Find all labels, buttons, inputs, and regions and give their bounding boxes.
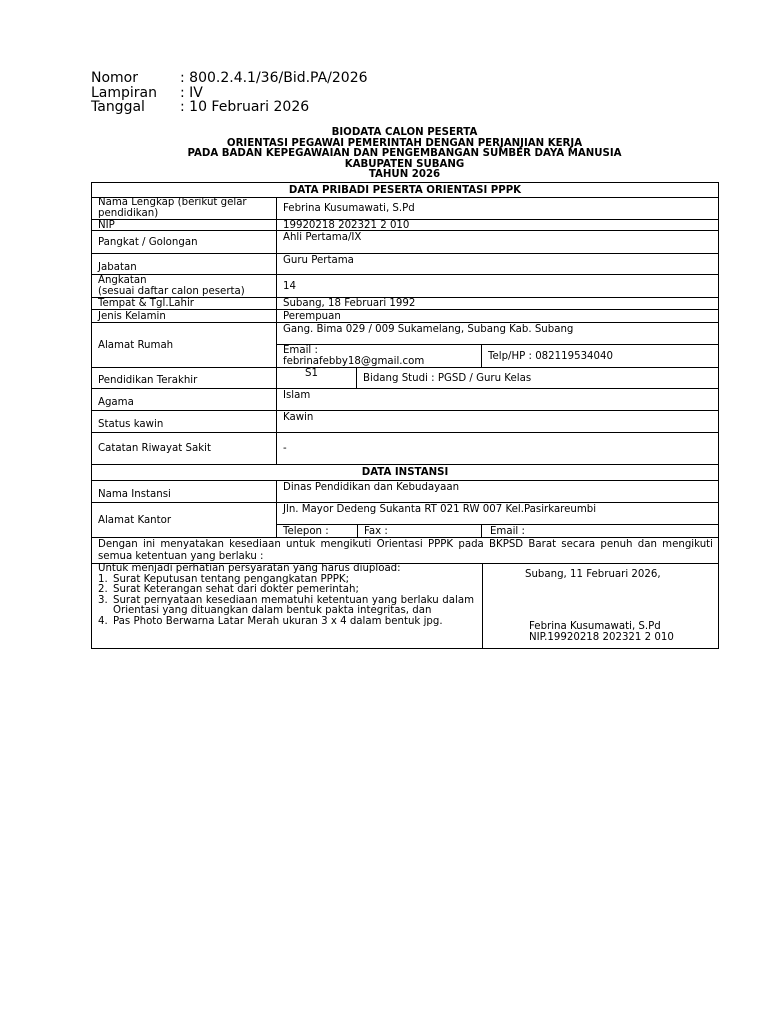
riwayat-sakit-label: Catatan Riwayat Sakit <box>91 432 277 465</box>
ttl-value[interactable]: Subang, 18 Februari 1992 <box>276 297 719 310</box>
alamat-kantor-label: Alamat Kantor <box>91 502 277 538</box>
pangkat-value[interactable]: Ahli Pertama/IX <box>276 230 719 254</box>
tanggal-row <box>91 100 368 115</box>
status-kawin-value[interactable]: Kawin <box>276 410 719 433</box>
requirement-text: Surat pernyataan kesediaan mematuhi ketentuan yang berlaku dalam Orientasi yang dituangkan dalam bentuk pakta integritas, dan <box>113 594 474 616</box>
telepon-cell[interactable]: Telepon : <box>276 524 358 538</box>
nomor-row <box>91 71 368 86</box>
angkatan-label-line-1: Angkatan <box>98 275 147 286</box>
lampiran-value: : IV <box>180 84 203 101</box>
jenis-kelamin-label: Jenis Kelamin <box>91 309 277 323</box>
requirement-number: 1. <box>98 573 108 585</box>
section-personal-title: DATA PRIBADI PESERTA ORIENTASI PPPK <box>91 182 719 198</box>
title-line-3: PADA BADAN KEPEGAWAIAN DAN PENGEMBANGAN SUMBER DAYA MANUSIA <box>187 148 622 160</box>
document-title <box>91 128 718 181</box>
ttl-label: Tempat & Tgl.Lahir <box>91 297 277 310</box>
requirement-item <box>98 585 474 596</box>
tanggal-label: Tanggal <box>91 99 145 115</box>
title-line-1: BIODATA CALON PESERTA <box>331 127 478 138</box>
angkatan-value[interactable]: 14 <box>276 274 719 298</box>
email-label: Email : <box>283 345 318 356</box>
nip-label: NIP <box>91 219 277 231</box>
tanggal-value: : 10 Februari 2026 <box>180 99 310 115</box>
telp-value[interactable]: Telp/HP : 082119534040 <box>481 344 719 368</box>
pendidikan-label: Pendidikan Terakhir <box>91 367 277 389</box>
requirements-list <box>98 575 474 628</box>
nama-label: Nama Lengkap (berikut gelar pendidikan) <box>91 197 277 220</box>
email-kantor-cell[interactable]: Email : <box>481 524 719 538</box>
status-kawin-label: Status kawin <box>91 410 277 433</box>
nama-instansi-value[interactable]: Dinas Pendidikan dan Kebudayaan <box>276 480 719 503</box>
lampiran-label: Lampiran <box>91 84 158 101</box>
alamat-kantor-value[interactable]: Jln. Mayor Dedeng Sukanta RT 021 RW 007 Kel.Pasirkareumbi <box>276 502 719 525</box>
angkatan-label-line-2: (sesuai daftar calon peserta) <box>98 286 245 297</box>
fax-cell[interactable]: Fax : <box>357 524 482 538</box>
jabatan-label: Jabatan <box>91 253 277 275</box>
letter-header <box>91 71 368 115</box>
alamat-rumah-value[interactable]: Gang. Bima 029 / 009 Sukamelang, Subang Kab. Subang <box>276 322 719 345</box>
declaration-text: Dengan ini menyatakan kesediaan untuk mengikuti Orientasi PPPK pada BKPSD Barat secara penuh dan mengikuti semua ketentuan yang berlaku : <box>91 537 719 564</box>
requirement-text: Surat Keterangan sehat dari dokter pemerintah; <box>113 584 359 595</box>
alamat-rumah-label: Alamat Rumah <box>91 322 277 368</box>
requirement-text: Surat Keputusan tentang pengangkatan PPPK; <box>113 573 350 585</box>
nip-value[interactable]: 19920218 202321 2 010 <box>276 219 719 231</box>
agama-value[interactable]: Islam <box>276 388 719 411</box>
title-line-2: ORIENTASI PEGAWAI PEMERINTAH DENGAN PERJANJIAN KERJA <box>226 137 583 149</box>
riwayat-sakit-value[interactable]: - <box>276 432 719 465</box>
requirement-number: 4. <box>98 615 108 627</box>
signature-nip: NIP.19920218 202321 2 010 <box>529 632 674 643</box>
nama-value[interactable]: Febrina Kusumawati, S.Pd <box>276 197 719 220</box>
requirement-item <box>98 617 474 628</box>
pangkat-label: Pangkat / Golongan <box>91 230 277 254</box>
title-line-4: KABUPATEN SUBANG <box>344 158 465 170</box>
signature-name: Febrina Kusumawati, S.Pd <box>529 621 661 632</box>
requirement-text: Pas Photo Berwarna Latar Merah ukuran 3 x 4 dalam bentuk jpg. <box>113 615 443 627</box>
angkatan-label <box>91 274 277 298</box>
section-instansi-title: DATA INSTANSI <box>91 464 719 481</box>
email-cell[interactable] <box>276 344 482 368</box>
signature-place-date: Subang, 11 Februari 2026, <box>525 569 661 580</box>
requirements-cell <box>91 563 483 649</box>
requirement-number: 2. <box>98 584 108 595</box>
nomor-value: : 800.2.4.1/36/Bid.PA/2026 <box>180 70 368 86</box>
lampiran-row <box>91 86 368 101</box>
email-value: febrinafebby18@gmail.com <box>283 356 425 367</box>
jabatan-value[interactable]: Guru Pertama <box>276 253 719 275</box>
requirement-item <box>98 596 474 617</box>
requirements-intro: Untuk menjadi perhatian persyaratan yang harus diupload: <box>98 563 401 574</box>
pendidikan-value[interactable]: S1 <box>276 367 357 389</box>
agama-label: Agama <box>91 388 277 411</box>
title-line-5: TAHUN 2026 <box>368 169 441 181</box>
nomor-label: Nomor <box>91 70 138 86</box>
nama-instansi-label: Nama Instansi <box>91 480 277 503</box>
signature-cell <box>482 563 719 649</box>
requirement-number: 3. <box>98 594 108 606</box>
bidang-studi-value[interactable]: Bidang Studi : PGSD / Guru Kelas <box>356 367 719 389</box>
jenis-kelamin-value[interactable]: Perempuan <box>276 309 719 323</box>
